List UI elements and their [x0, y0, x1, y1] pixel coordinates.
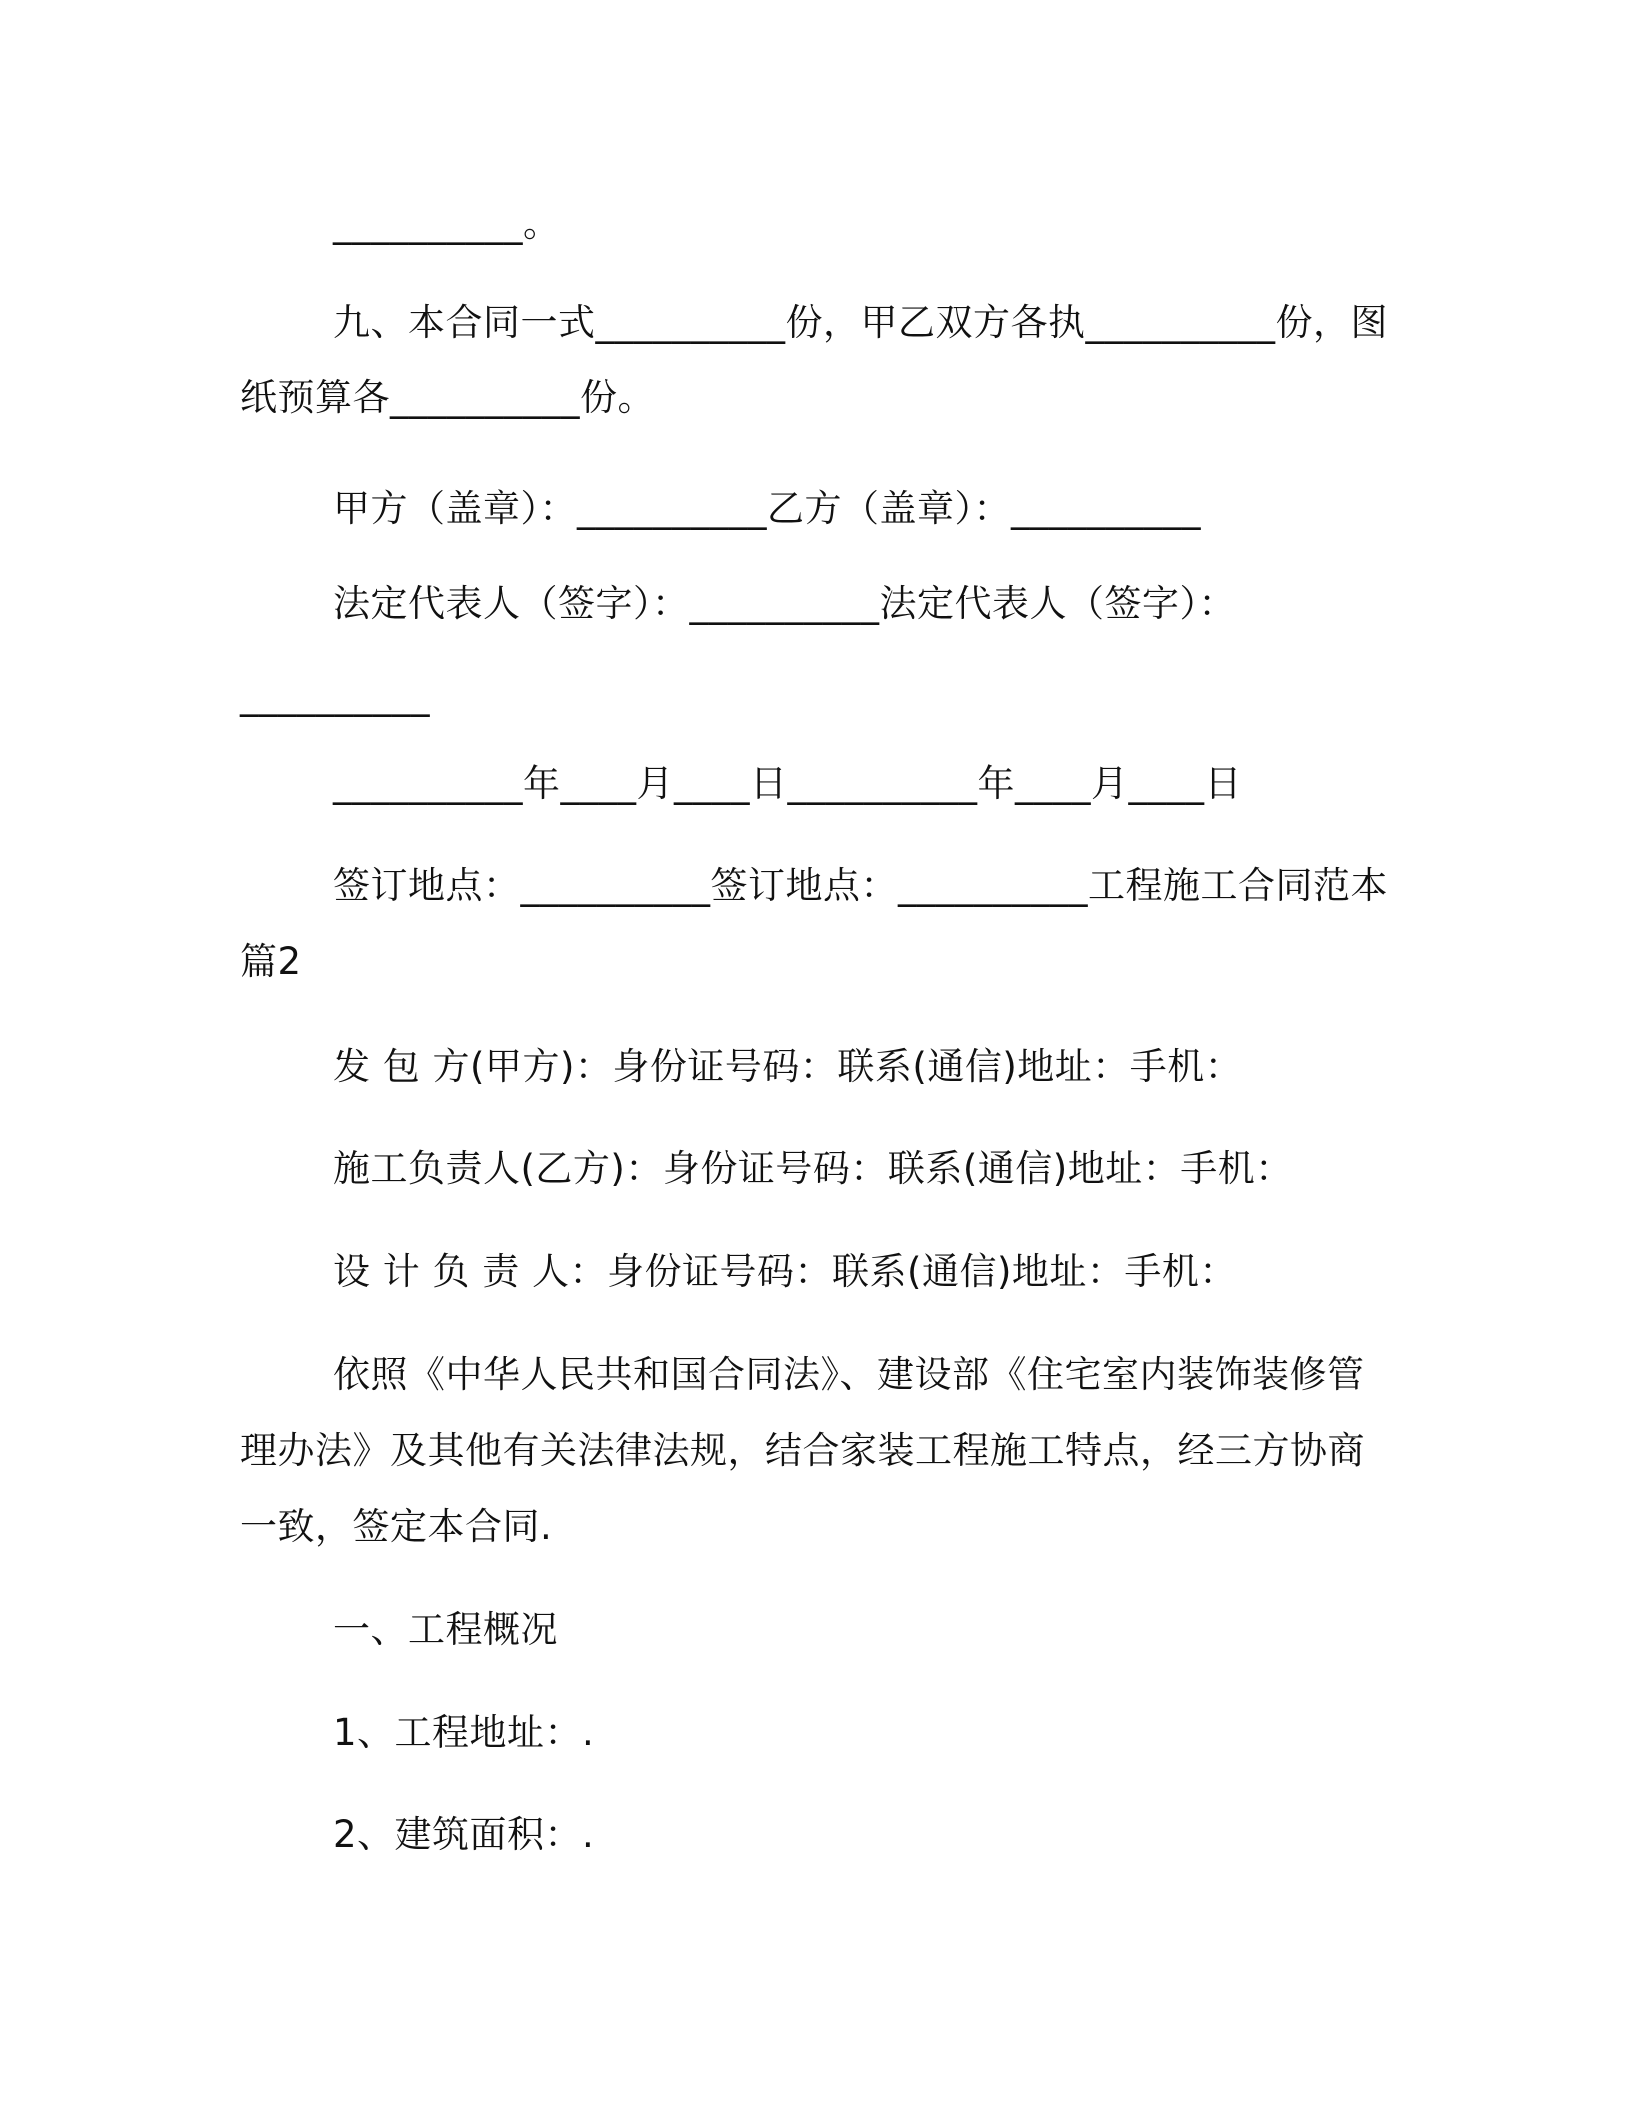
- signature-line-1: 法定代表人（签字）：__________法定代表人（签字）：: [333, 582, 1236, 625]
- signature-line-2: __________: [240, 674, 430, 717]
- clause-nine-line-1: 九、本合同一式__________份，甲乙双方各执__________份，图: [333, 301, 1388, 344]
- contractor-party-line: 发 包 方(甲方)：身份证号码：联系(通信)地址：手机：: [333, 1045, 1243, 1088]
- project-address-line: 1、工程地址：.: [333, 1711, 595, 1754]
- building-area-line: 2、建筑面积：.: [333, 1813, 595, 1856]
- preamble-line-3: 一致，签定本合同.: [240, 1505, 553, 1548]
- seal-line: 甲方（盖章）：__________乙方（盖章）：__________: [333, 487, 1201, 530]
- clause-nine-line-2: 纸预算各__________份。: [240, 376, 655, 419]
- section-heading: 一、工程概况: [333, 1608, 558, 1651]
- date-line: __________年____月____日__________年____月____日: [333, 762, 1242, 805]
- design-lead-line: 设 计 负 责 人：身份证号码：联系(通信)地址：手机：: [333, 1250, 1237, 1293]
- preamble-line-1: 依照《中华人民共和国合同法》、建设部《住宅室内装饰装修管: [333, 1353, 1365, 1396]
- construction-lead-line: 施工负责人(乙方)：身份证号码：联系(通信)地址：手机：: [333, 1147, 1293, 1190]
- signing-place-line-1: 签订地点：__________签订地点：__________工程施工合同范本: [333, 864, 1388, 907]
- preamble-line-2: 理办法》及其他有关法律法规，结合家装工程施工特点，经三方协商: [240, 1429, 1365, 1472]
- signing-place-line-2: 篇2: [240, 940, 302, 983]
- blank-line-end: __________。: [333, 202, 561, 245]
